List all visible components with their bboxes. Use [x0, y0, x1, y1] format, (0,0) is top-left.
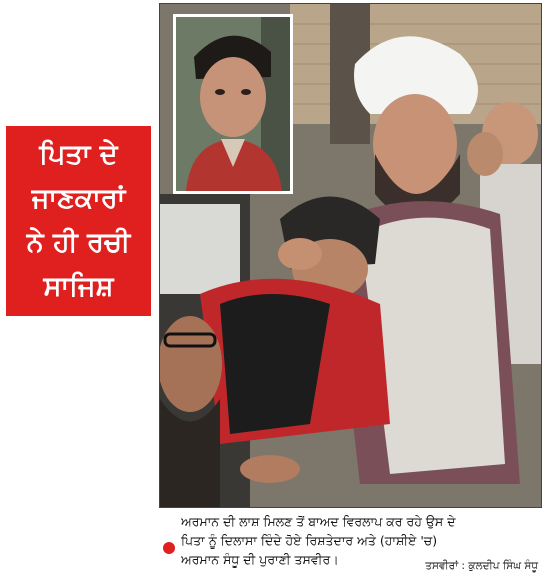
caption-line-1: ਅਰਮਾਨ ਦੀ ਲਾਸ਼ ਮਿਲਣ ਤੋਂ ਬਾਅਦ ਵਿਰਲਾਪ ਕਰ ਰਹੇ ਉਸ ਦੇ	[181, 514, 456, 529]
inset-portrait	[173, 14, 293, 194]
photo-credit: ਤਸਵੀਰਾਂ : ਕੁਲਦੀਪ ਸਿੰਘ ਸੰਧੂ	[425, 560, 538, 572]
caption-line-2: ਪਿਤਾ ਨੂੰ ਦਿਲਾਸਾ ਦਿੰਦੇ ਹੋਏ ਰਿਸ਼ਤੇਦਾਰ ਅਤੇ (ਹਾਸ਼ੀਏ 'ਚ)	[181, 533, 438, 548]
headline-line-3: ਨੇ ਹੀ ਰਚੀ	[26, 227, 131, 258]
inset-portrait-illustration	[176, 17, 290, 191]
headline-line-4: ਸਾਜਿਸ਼	[43, 271, 114, 302]
caption-bullet-icon	[163, 542, 175, 554]
main-news-photo	[159, 3, 542, 508]
headline-line-1: ਪਿਤਾ ਦੇ	[39, 139, 118, 170]
caption-line-3: ਅਰਮਾਨ ਸੰਧੂ ਦੀ ਪੁਰਾਣੀ ਤਸਵੀਰ।	[181, 552, 339, 567]
headline-line-2: ਜਾਣਕਾਰਾਂ	[31, 183, 126, 214]
headline-box	[6, 126, 151, 316]
photo-caption	[159, 510, 540, 580]
